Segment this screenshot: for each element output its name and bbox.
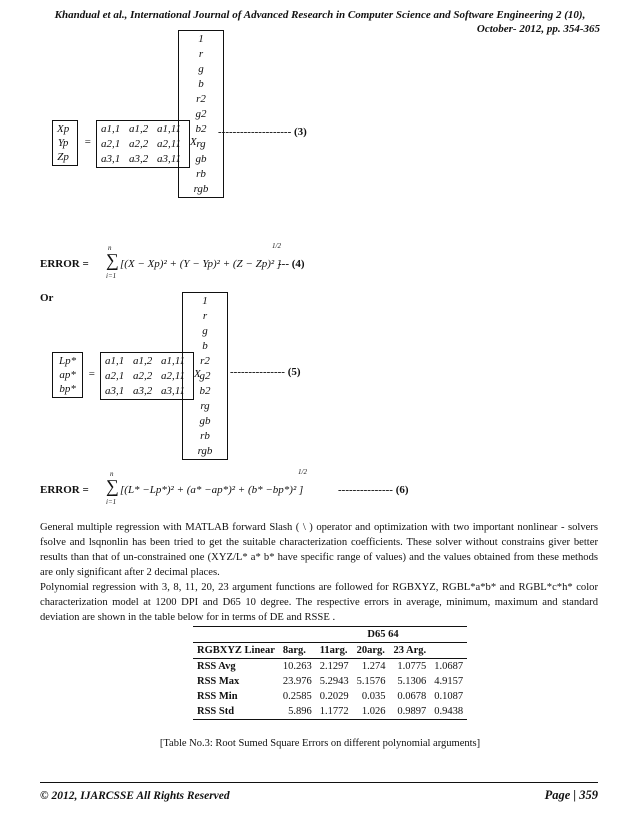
col-header: 20arg. — [356, 645, 385, 656]
header-line1: Khandual et al., International Journal of Advanced Research in Computer Science and Software Engineering 2 (10), — [54, 9, 586, 21]
table-row: RSS Avg 10.263 2.1297 1.274 1.0775 1.0687 — [197, 661, 464, 672]
table-row: RSS Min 0.2585 0.2029 0.035 0.0678 0.1087 — [197, 691, 464, 702]
table-row: RSS Max 23.976 5.2943 5.1576 5.1306 4.9157 — [197, 676, 464, 687]
eq4-power: 1/2 — [272, 242, 281, 250]
eq4-sum-top: n — [108, 244, 112, 252]
paragraph-1: General multiple regression with MATLAB forward Slash ( \ ) operator and optimization with two important nonlinear - solvers fsolve and lsqnonlin has been tried to get the suitable characterization coefficients. These solver without constrains giver better results than that of un-constrained one (XYZ/L* a* b* have specific range of values) and the values obtained from these methods are only significant after 2 decimal places. — [40, 522, 598, 578]
table-caption: [Table No.3: Root Sumed Square Errors on different polynomial arguments] — [159, 738, 481, 749]
eq6-prefix: ERROR = — [40, 484, 89, 496]
footer-page-number: Page | 359 — [544, 788, 598, 802]
running-header — [40, 8, 600, 36]
eq3-xp: Xp — [57, 123, 70, 135]
eq6: ERROR = n ∑ i=1 [(L* −Lp*)² + (a* −ap*)² + (b* −bp*)² ] 1/2 --------------- (6) — [40, 468, 409, 506]
col-header: 11arg. — [319, 645, 348, 656]
eq6-label: --------------- (6) — [338, 484, 409, 496]
eq6-power: 1/2 — [298, 468, 307, 476]
eq3-label: -------------------- (3) — [218, 126, 307, 138]
paragraph-2: Polynomial regression with 3, 8, 11, 20, 23 argument functions are followed for RGBXYZ, RGBL*a*b* and RGBL*c*h* color characterization model at 1200 DPI and D65 10 degree. The respective errors in average, minimum, maximum and standard deviation are shown in the table below for in terms of DE and RSSE . — [40, 582, 598, 623]
eq3-yp: Yp — [57, 137, 69, 149]
eq5-label: --------------- (5) — [230, 366, 301, 378]
eq4-prefix: ERROR = — [40, 258, 89, 270]
eq3-term-vector: 1 r g b r2 g2 b2 rg gb rb rgb — [178, 30, 224, 198]
eq3-left-vector — [52, 120, 78, 166]
eq5-left-vector: Lp* ap* bp* — [52, 352, 83, 398]
eq3-zp: Zp — [57, 151, 69, 163]
col-header: 23 Arg. — [393, 645, 427, 656]
table-group-header: D65 64 — [367, 629, 399, 640]
header-line2: October- 2012, pp. 354-365 — [476, 23, 600, 35]
eq5-coef-matrix: a1,1 a1,2 a1,11 a2,1 a2,2 a2,11 a3,1 a3,2 a3,11 — [100, 352, 194, 400]
eq3-coef-matrix: a1,1 a1,2 a1,11 a2,1 a2,2 a2,11 a3,1 a3,2 a3,11 — [96, 120, 190, 168]
footer-rule — [40, 782, 598, 783]
eq4-label: --- (4) — [278, 258, 305, 270]
eq4-body: [(X − Xp)² + (Y − Yp)² + (Z − Zp)² ] — [120, 258, 282, 270]
results-table — [193, 626, 467, 720]
col-header: RGBXYZ Linear — [197, 645, 275, 656]
eq4-sum-bottom: i=1 — [106, 272, 117, 280]
eq5-term-vector: 1 r g b r2 g2 b2 rg gb rb rgb — [182, 292, 228, 460]
or-text: Or — [40, 292, 54, 304]
eq6-sum-bottom: i=1 — [106, 498, 117, 506]
table-row: RSS Std 5.896 1.1772 1.026 0.9897 0.9438 — [193, 704, 467, 720]
eq6-sum-top: n — [110, 470, 114, 478]
col-header: 8arg. — [282, 645, 306, 656]
footer-copyright: © 2012, IJARCSSE All Rights Reserved — [40, 790, 230, 802]
eq4: ERROR = n ∑ i=1 [(X − Xp)² + (Y − Yp)² + (Z − Zp)² ] 1/2 --- (4) — [40, 242, 305, 280]
eq6-body: [(L* −Lp*)² + (a* −ap*)² + (b* −bp*)² ] — [120, 484, 304, 496]
